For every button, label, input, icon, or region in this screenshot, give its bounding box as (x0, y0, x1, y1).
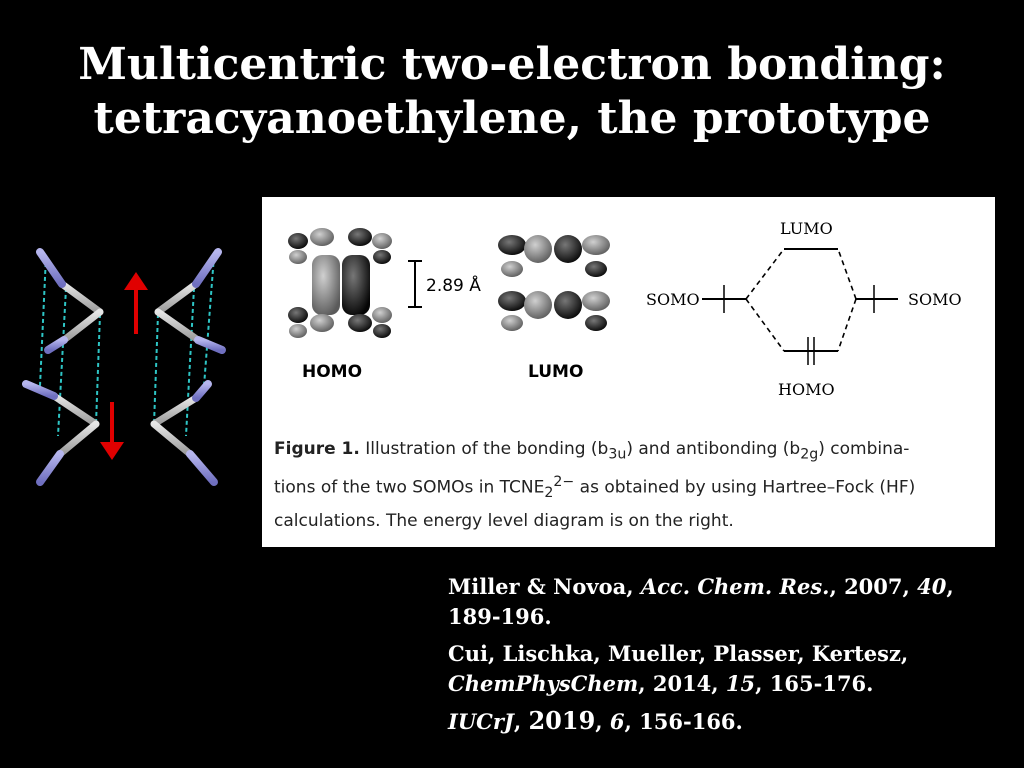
diagram-homo-label: HOMO (778, 380, 835, 399)
reference-3: IUCrJ, 2019, 6, 156-166. (448, 706, 743, 735)
distance-label: 2.89 Å (426, 276, 481, 296)
homo-orbital-label: HOMO (302, 362, 363, 382)
correlation-lines (746, 249, 856, 351)
upper-molecule (40, 252, 222, 350)
distance-bracket (408, 261, 422, 307)
title-line-2: tetracyanoethylene, the prototype (93, 93, 931, 144)
energy-level-diagram (646, 219, 962, 399)
lumo-orbital-label: LUMO (528, 362, 584, 382)
spin-up-arrow-icon (124, 272, 148, 334)
figure-caption (274, 435, 984, 535)
figure-panel (262, 197, 995, 547)
caption-figure-label: Figure 1. (274, 439, 360, 459)
lumo-orbital (498, 235, 610, 331)
spin-down-arrow-icon (100, 402, 124, 460)
caption-line-2: tions of the two SOMOs in $TCNE_2^{2-}$ as obtained by using Hartree–Fock (HF) (274, 474, 916, 502)
caption-line-1: Figure 1. Illustration of the bonding $(b_{3u})$ and antibonding $(b_{2g})$ combina- (274, 439, 910, 463)
slide-title (0, 38, 1024, 146)
references (448, 572, 1008, 744)
tcne-dimer-illustration (18, 236, 246, 498)
figure-graphics (262, 197, 995, 433)
lower-molecule (26, 384, 214, 482)
diagram-somo-left-label: SOMO (646, 290, 700, 309)
reference-2: Cui, Lischka, Mueller, Plasser, Kertesz, ChemPhysChem, 2014, 15, 165-176. (448, 641, 909, 696)
caption-line-3: calculations. The energy level diagram is on the right. (274, 511, 734, 532)
diagram-lumo-label: LUMO (780, 219, 833, 238)
title-line-1: Multicentric two-electron bonding: (78, 39, 946, 90)
reference-1: Miller & Novoa, Acc. Chem. Res., 2007, 40, 189-196. (448, 574, 954, 629)
diagram-somo-right-label: SOMO (908, 290, 962, 309)
homo-orbital (288, 228, 392, 338)
